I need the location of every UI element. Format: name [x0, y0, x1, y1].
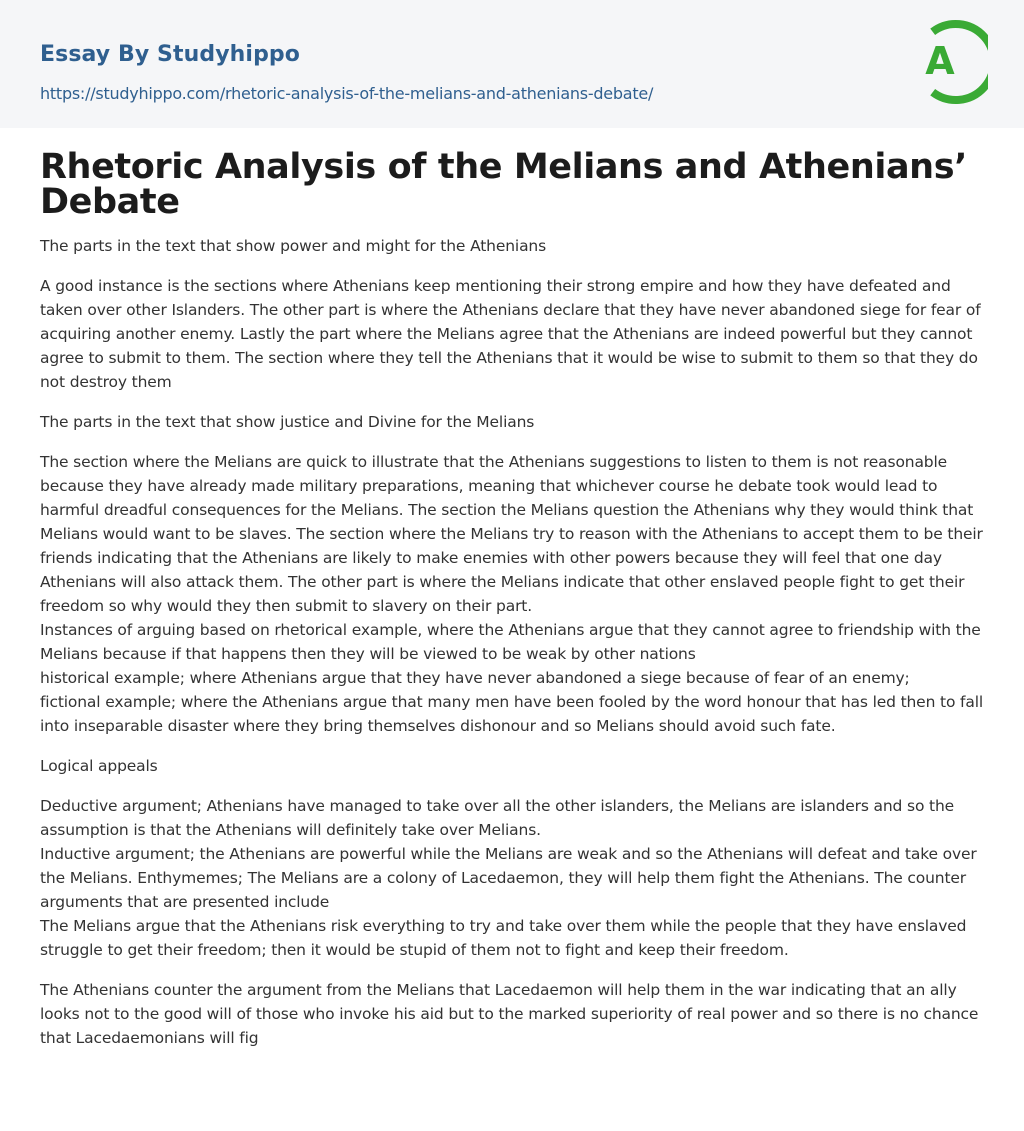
logo-letter: A [925, 39, 955, 83]
article-url-link[interactable]: https://studyhippo.com/rhetoric-analysis-of-the-melians-and-athenians-debate/ [40, 84, 654, 103]
paragraph-power: A good instance is the sections where Athenians keep mentioning their strong empire and how they have defeated and taken over other Islanders. The other part is where the Athenians declare that they have never abandoned siege for fear of acquiring another enemy. Lastly the part where the Melians agree that the Athenians are indeed powerful but they cannot agree to submit to them. The section where they tell the Athenians that it would be wise to submit to them so that they do not destroy them [40, 277, 981, 391]
site-header [0, 0, 1024, 128]
section-heading-power: The parts in the text that show power and might for the Athenians [40, 237, 547, 255]
section-heading-justice: The parts in the text that show justice and Divine for the Melians [40, 413, 535, 431]
paragraph-athenians-counter: The Athenians counter the argument from the Melians that Lacedaemon will help them in the war indicating that an ally looks not to the good will of those who invoke his aid but to the marked superiority of real power and so there is no chance that Lacedaemonians will fig [40, 981, 979, 1047]
paragraph-rhetorical-example: Instances of arguing based on rhetorical example, where the Athenians argue that they cannot agree to friendship with the Melians because if that happens then they will be viewed to be weak by other nations [40, 621, 981, 663]
paragraph-melians-counter: The Melians argue that the Athenians risk everything to try and take over them while the people that they have enslaved struggle to get their freedom; then it would be stupid of them not to fight and keep their freedom. [40, 917, 967, 959]
paragraph-inductive: Inductive argument; the Athenians are powerful while the Melians are weak and so the Athenians will defeat and take over the Melians. Enthymemes; The Melians are a colony of Lacedaemon, they will help them fight the Athenians. The counter arguments that are presented include [40, 845, 977, 911]
paragraph-fictional-example: fictional example; where the Athenians argue that many men have been fooled by the word honour that has led then to fall into inseparable disaster where they bring themselves dishonour and so Melians should avoid such fate. [40, 693, 984, 735]
studyhippo-logo-icon[interactable] [912, 18, 988, 106]
article-title: Rhetoric Analysis of the Melians and Athenians’ Debate [40, 147, 968, 222]
paragraph-deductive: Deductive argument; Athenians have managed to take over all the other islanders, the Melians are islanders and so the assumption is that the Athenians will definitely take over Melians. [40, 797, 955, 839]
article-body [40, 234, 988, 1066]
paragraph-historical-example: historical example; where Athenians argue that they have never abandoned a siege because of fear of an enemy; [40, 669, 910, 687]
site-name[interactable]: Essay By Studyhippo [40, 42, 300, 67]
paragraph-justice: The section where the Melians are quick to illustrate that the Athenians suggestions to listen to them is not reasonable because they have already made military preparations, meaning that whichever course he debate took would lead to harmful dreadful consequences for the Melians. The section the Melians question the Athenians why they would think that Melians would want to be slaves. The section where the Melians try to reason with the Athenians to accept them to be their friends indicating that the Athenians are likely to make enemies with other powers because they will feel that one day Athenians will also attack them. The other part is where the Melians indicate that other enslaved people fight to get their freedom so why would they then submit to slavery on their part. [40, 453, 983, 615]
section-heading-logical-appeals: Logical appeals [40, 757, 158, 775]
